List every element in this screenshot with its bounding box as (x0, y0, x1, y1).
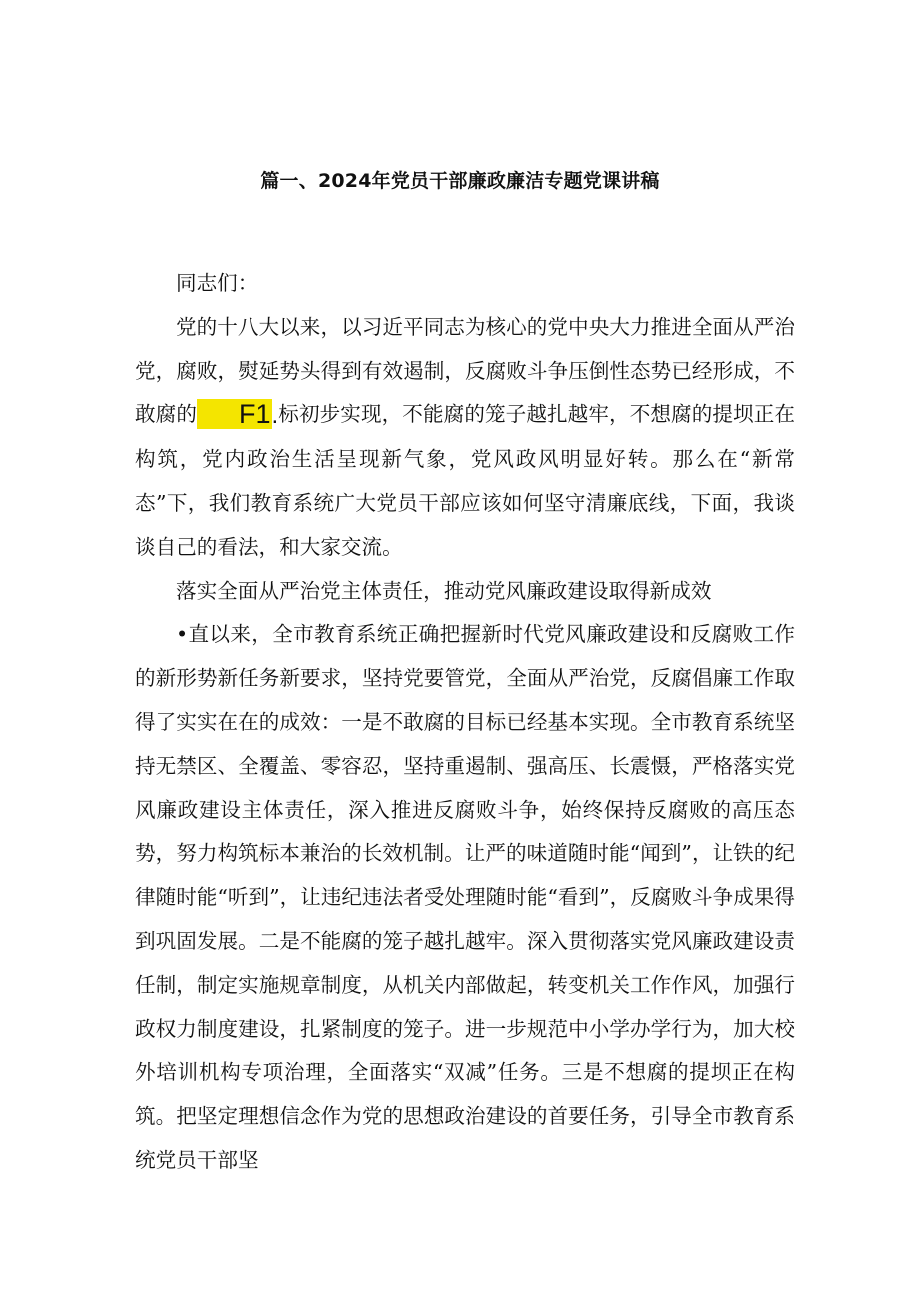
document-body (135, 262, 795, 1183)
highlighted-marker: F1 (197, 399, 272, 429)
section-heading: 落实全面从严治党主体责任，推动党风廉政建设取得新成效 (176, 578, 712, 603)
body-paragraph: •直以来，全市教育系统正确把握新时代党风廉政建设和反腐败工作的新形势新任务新要求，坚持党要管党，全面从严治党，反腐倡廉工作取得了实实在在的成效：一是不敢腐的目标已经基本实现。全市教育系统坚持无禁区、全覆盖、零容忍，坚持重遏制、强高压、长震慑，严格落实党风廉政建设主体责任，深入推进反腐败斗争，始终保持反腐败的高压态势，努力构筑标本兼治的长效机制。让严的味道随时能“闻到”，让铁的纪律随时能“听到”，让违纪违法者受处理随时能“看到”，反腐败斗争成果得到巩固发展。二是不能腐的笼子越扎越牢。深入贯彻落实党风廉政建设责任制，制定实施规章制度，从机关内部做起，转变机关工作作风，加强行政权力制度建设，扎紧制度的笼子。进一步规范中小学办学行为，加大校外培训机构专项治理，全面落实“双减”任务。三是不想腐的提坝正在构筑。把坚定理想信念作为党的思想政治建设的首要任务，引导全市教育系统党员干部坚 (135, 622, 795, 1172)
document-title: 篇一、2024年党员干部廉政廉洁专题党课讲稿 (260, 170, 660, 192)
marker-dot: . (271, 402, 279, 430)
intro-paragraph (135, 306, 795, 570)
greeting-paragraph: 同志们： (176, 271, 259, 295)
intro-text-before: 党的十八大以来，以习近平同志为核心的党中央大力推进全面从严治党，腐败，熨延势头得到有效遏制，反腐败斗争压倒性态势已经形成，不敢腐的 (135, 314, 795, 427)
intro-text-after: 标初步实现，不能腐的笼子越扎越牢，不想腐的提坝正在构筑，党内政治生活呈现新气象，党风政风明显好转。那么在“新常态”下，我们教育系统广大党员干部应该如何坚守清廉底线，下面，我谈谈自己的看法，和大家交流。 (135, 402, 795, 559)
